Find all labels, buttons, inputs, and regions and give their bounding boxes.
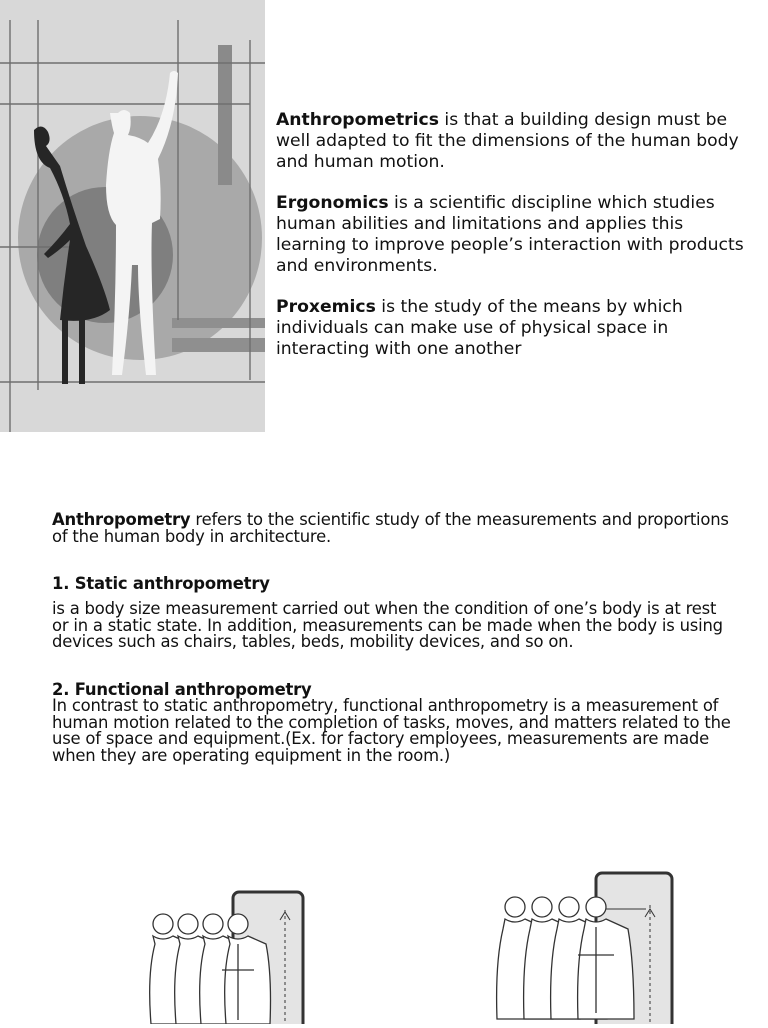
definition-anthropometrics [276,110,746,173]
static-paragraph: is a body size measurement carried out when the condition of one’s body is at rest or in a static state. In addition, measurements can be made when the body is using devices such as chairs, tables, beds, mobility devices, and so on. [52,599,723,651]
anthropometry-paragraph [52,512,732,545]
figure-right [470,865,690,1028]
definition-term: Anthropometrics [276,110,439,130]
anthropometry-text: refers to the scientific study of the measurements and proportions of the human body in architecture. [52,510,729,546]
definition-text: is the study of the means by which individuals can make use of physical space in interacting with one another [276,297,683,359]
hero-illustration [0,0,265,432]
definition-text: is that a building design must be well adapted to fit the dimensions of the human body and human motion. [276,110,739,172]
static-heading [52,576,732,593]
static-heading-text: 1. Static anthropometry [52,574,270,593]
functional-heading-text: 2. Functional anthropometry [52,680,312,699]
definitions-section [276,110,746,380]
definition-term: Proxemics [276,297,376,317]
definition-text: is a scientific discipline which studies human abilities and limitations and applies this learning to improve people’s interaction with products and environments. [276,193,744,276]
definition-term: Ergonomics [276,193,389,213]
human-figures-illustration [0,0,265,432]
definition-ergonomics [276,193,746,277]
functional-paragraph: In contrast to static anthropometry, functional anthropometry is a measurement of human motion related to the completion of tasks, moves, and matters related to the use of space and equipment.(Ex. for factory employees, measurements are made when they are operating equipment in the room.) [52,696,731,765]
body-measurement-figure-left [118,880,318,1024]
figure-left [118,880,318,1028]
body-measurement-figure-right [470,865,690,1024]
anthropometry-term: Anthropometry [52,510,191,529]
definition-proxemics [276,297,746,360]
